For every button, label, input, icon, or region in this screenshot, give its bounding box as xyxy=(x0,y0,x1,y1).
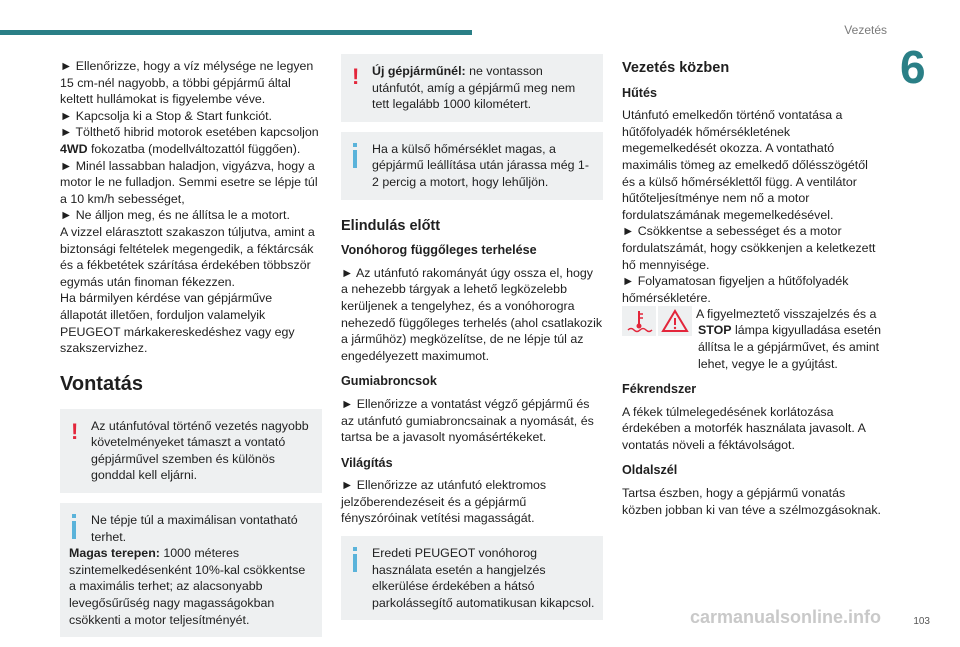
info-parking-text: Eredeti PEUGEOT vonóhorog használata esetén a hangjelzés elkerülése érdekében a hátsó parkolássegítő automatikusan kikapcsol. xyxy=(372,546,595,610)
column-middle xyxy=(341,54,603,630)
lights-text: ► Ellenőrizze az utánfutó elektromos jelzőberendezéseit és a gépjármű fényszóróinak vetítési magasságát. xyxy=(341,478,547,526)
cooling-bullet-speed: ► Csökkentse a sebességet és a motor fordulatszámát, hogy csökkenjen a keletkezett hő mennyisége. xyxy=(622,224,876,272)
heading-lights: Világítás xyxy=(341,455,393,470)
warning-lamp-rest: lámpa kigyulladása esetén állítsa le a gépjárművet, és amint lehet, vegye le a gyújtást. xyxy=(698,323,881,371)
heading-while-driving: Vezetés közben xyxy=(622,60,730,76)
heading-towing: Vontatás xyxy=(60,372,143,395)
tyres-text: ► Ellenőrizze a vontatást végző gépjármű és az utánfutó gumiabroncsainak a nyomását, és tartsa be a javasolt nyomásértékeket. xyxy=(341,396,594,445)
warning-exclamation-icon: ! xyxy=(71,418,79,444)
hitch-load-text: ► Az utánfutó rakományát úgy ossza el, hogy a nehezebb tárgyak a lehető legközelebb kerüljenek a tengelyhez, és a vonóhorogra nehezedő függőleges terhelés (ahol csatlakozik a járműhöz) megközelítse, de ne lépje túl az engedélyezett maximumot. xyxy=(341,265,603,363)
info-altitude xyxy=(69,545,314,628)
cooling-text: Utánfutó emelkedőn történő vontatása a hűtőfolyadék hőmérsékletének megemelkedését okozza. A vontatható maximális tömeg az emelkedő dőlésszögétől és a külső hőmérséklettől függ. A ventilátor hűtőteljesítménye nem nő a motor fordulatszámának megemelkedésével. xyxy=(622,108,868,222)
brakes-text: A fékek túlmelegedésének korlátozása érdekében a motorfék használata javasolt. A vontatás növeli a féktávolságot. xyxy=(622,404,866,452)
bullet-hybrid-4wd: 4WD xyxy=(60,141,88,156)
info-text: Ne tépje túl a maximálisan vontatható terhet. xyxy=(91,513,298,544)
bullet-hybrid-a: ► Tölthető hibrid motorok esetében kapcsoljon xyxy=(60,125,319,140)
info-icon xyxy=(350,142,364,170)
info-icon xyxy=(350,546,364,574)
bullet-stop-start: ► Kapcsolja ki a Stop & Start funkciót. xyxy=(60,108,272,123)
warning-text: Az utánfutóval történő vezetés nagyobb követelményeket támaszt a vontató gépjárművel szemben és különös gonddal kell eljárni. xyxy=(91,418,309,483)
chapter-number: 6 xyxy=(900,41,926,93)
cooling-bullet-monitor: ► Folyamatosan figyeljen a hűtőfolyadék hőmérsékletére. xyxy=(622,274,849,305)
info-box-max-load xyxy=(60,503,322,637)
page-number: 103 xyxy=(913,616,930,627)
heading-tyres: Gumiabroncsok xyxy=(341,374,437,389)
section-title: Vezetés xyxy=(844,23,887,37)
bullet-no-stop: ► Ne álljon meg, és ne állítsa le a motort. xyxy=(60,208,290,223)
info-heat-text: Ha a külső hőmérséklet magas, a gépjármű leállítása után járassa még 1-2 percig a motort, hogy lehűljön. xyxy=(372,141,589,189)
header-accent-bar xyxy=(0,30,472,35)
watermark: carmanualsonline.info xyxy=(690,607,882,627)
bullet-hybrid xyxy=(60,124,322,157)
heading-hitch-load: Vonóhorog függőleges terhelése xyxy=(341,243,537,258)
column-right xyxy=(622,58,884,518)
info-icon xyxy=(69,513,83,541)
stop-lamp-label: STOP xyxy=(698,323,732,338)
column-left xyxy=(60,58,322,647)
heading-before-start: Elindulás előtt xyxy=(341,217,441,234)
coolant-temperature-icon xyxy=(622,306,656,336)
info-altitude-label: Magas terepen: xyxy=(69,546,160,561)
bullet-slow: ► Minél lassabban haladjon, vigyázva, hogy a motor le ne fulladjon. Semmi esetre se lépje túl a 10 km/h sebességet, xyxy=(60,158,318,206)
info-box-parking-sensor xyxy=(341,536,603,620)
warning-new-car-text: ne vontasson utánfutót, amíg a gépjármű meg nem tett legalább 1000 kilométert. xyxy=(372,64,576,112)
warning-exclamation-icon: ! xyxy=(352,64,360,89)
paragraph-drying: A vizzel elárasztott szakaszon túljutva, amint a biztonsági feltételek megengedik, a féktárcsák és a fékbetétek szárítása érdekében többször egymás után finoman fékezzen. xyxy=(60,224,315,289)
info-box-heat xyxy=(341,132,603,200)
heading-brakes: Fékrendszer xyxy=(622,382,697,397)
warning-new-car xyxy=(350,63,595,113)
warning-lamp-intro: A figyelmeztető visszajelzés és a xyxy=(696,307,877,322)
warning-box-new-car xyxy=(341,54,603,122)
bullet-hybrid-b: fokozatba (modellváltozattól függően). xyxy=(87,141,301,156)
bullet-water-depth: ► Ellenőrizze, hogy a víz mélysége ne legyen 15 cm-nél nagyobb, a többi gépjármű által keltett hullámokat is figyelembe véve. xyxy=(60,59,314,107)
paragraph-dealer: Ha bármilyen kérdése van gépjárműve állapotát illetően, forduljon valamelyik PEUGEOT márkakereskedéshez vagy egy szakszervizhez. xyxy=(60,291,295,356)
info-altitude-text: 1000 méteres szintemelkedésenként 10%-kal csökkentse a maximális terhet; az alacsonyabb levegősűrűség nagy magasságokban csökkenti a motor teljesítményét. xyxy=(69,546,306,627)
heading-cooling: Hűtés xyxy=(622,85,657,100)
heading-crosswind: Oldalszél xyxy=(622,463,678,478)
crosswind-text: Tartsa észben, hogy a gépjármű vonatás közben jobban ki van téve a szélmozgásoknak. xyxy=(622,486,881,517)
warning-triangle-icon xyxy=(658,306,692,336)
warning-box-towing xyxy=(60,409,322,493)
warning-new-car-label: Új gépjárműnél: xyxy=(372,64,466,78)
